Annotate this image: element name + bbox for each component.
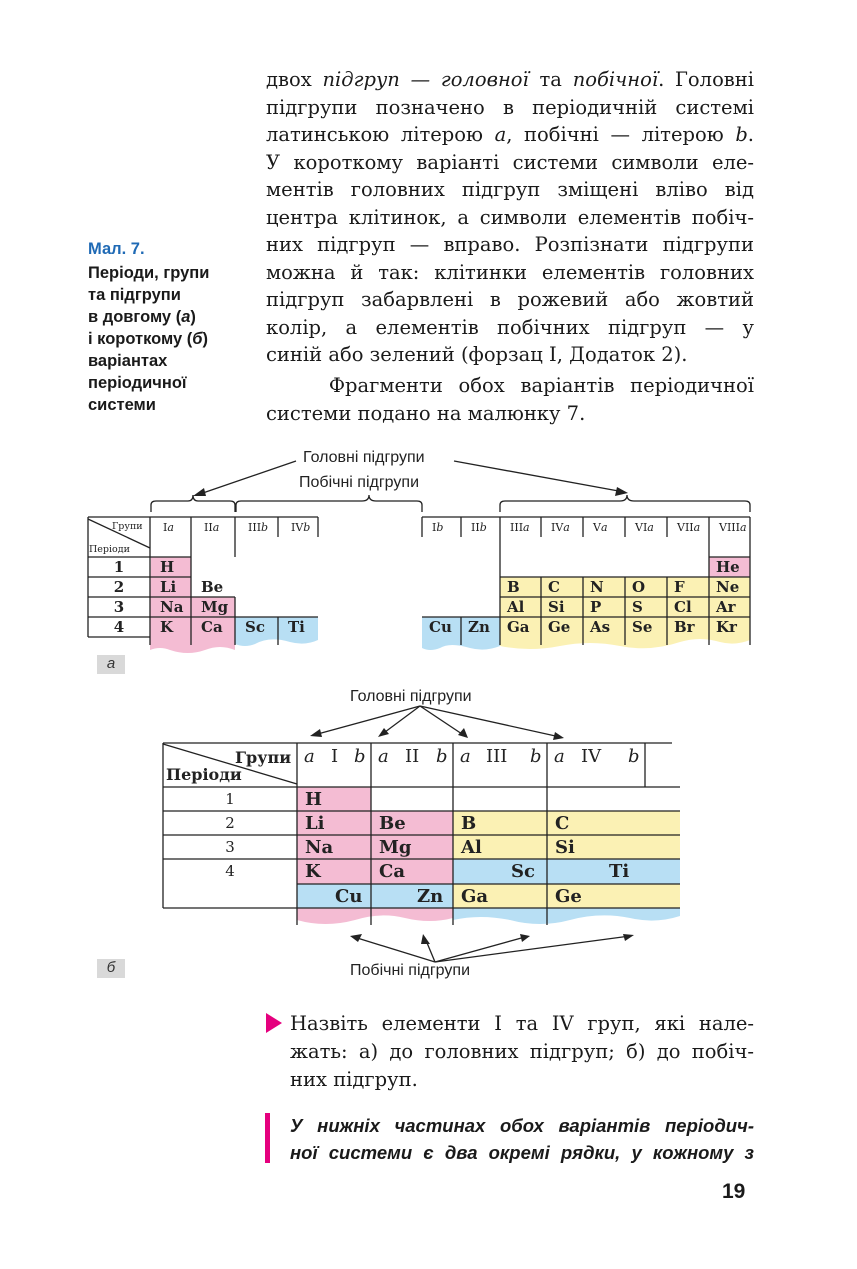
fig-b-group-number: IV: [581, 746, 602, 767]
fig-b-group-subgroup-a: a: [460, 746, 471, 767]
fig-a-element: Li: [160, 578, 177, 596]
fig-a-element: Na: [160, 598, 184, 616]
fig-a-periods-header: Періоди: [89, 544, 130, 555]
fig-a-group-header: VIIIa: [719, 521, 747, 534]
page-number: 19: [722, 1180, 746, 1203]
fig-a-element: As: [590, 618, 611, 636]
fig-b-group-subgroup-b: b: [354, 746, 366, 767]
fig-a-group-header: IVa: [551, 521, 570, 534]
fig-b-element: H: [305, 789, 323, 810]
fig-b-element: Mg: [379, 837, 412, 858]
fig-a-element: Se: [632, 618, 653, 636]
para1-line: колір, а елементів побічних підгруп — у: [266, 315, 754, 339]
question-line: жать: а) до головних підгруп; б) до побіч-: [290, 1040, 754, 1063]
fig-b-period-number: 1: [225, 790, 235, 808]
caption-title: Мал. 7.: [88, 240, 145, 258]
question-line: них підгруп.: [290, 1068, 418, 1091]
fig-a-element: Be: [201, 578, 224, 596]
fig-a-group-header: Ib: [432, 521, 444, 534]
note-line: У нижніх частинах обох варіантів періодич-: [290, 1115, 754, 1136]
caption-line: Періоди, групи: [88, 264, 210, 282]
fig-a-element: N: [590, 578, 604, 596]
fig-a-element: B: [507, 578, 520, 596]
question-text: [290, 1010, 754, 1094]
para1-line: підгрупи позначено в періодичній системі: [266, 95, 754, 119]
fig-a-group-header: IVb: [291, 521, 311, 534]
fig-b-group-number: II: [405, 746, 420, 767]
fig-a-element: Br: [674, 618, 695, 636]
note-text: [290, 1112, 754, 1166]
fig-b-element: Zn: [417, 886, 444, 907]
fig-b-element: Sc: [511, 861, 535, 882]
fig-a-period-number: 2: [113, 578, 125, 596]
para2-line: Фрагменти обох варіантів періодичної: [266, 374, 754, 397]
fig-b-element: Ga: [461, 886, 489, 907]
fig-a-element: C: [548, 578, 560, 596]
caption-line: періодичної: [88, 374, 187, 392]
fig-b-periods-header: Періоди: [166, 765, 242, 784]
fig-b-groups-header: Групи: [235, 748, 292, 767]
fig-a-group-header: IIb: [471, 521, 487, 534]
fig-b-group-subgroup-b: b: [628, 746, 640, 767]
fig-a-element: Sc: [245, 618, 265, 636]
fig-a-element: Kr: [716, 618, 737, 636]
fig-b-group-number: III: [486, 746, 508, 767]
para2-line: системи подано на малюнку 7.: [266, 401, 586, 425]
fig-a-element: Ge: [548, 618, 571, 636]
fig-a-group-header: Va: [593, 521, 608, 534]
para1-line: У короткому варіанті системи символи еле-: [266, 150, 754, 174]
para1-line: латинською літерою a, побічні — літерою b.: [266, 123, 754, 146]
fig-a-element: Ti: [288, 618, 305, 636]
fig-b-element: Na: [305, 837, 334, 858]
fig-b-element: B: [461, 813, 477, 834]
para1-line: них підгруп — вправо. Розпізнати підгрупи: [266, 233, 754, 256]
fig-b-element: Si: [555, 837, 575, 858]
fig-a-element: Ne: [716, 578, 740, 596]
fig-a-element: Ga: [507, 618, 530, 636]
fig-a-element: S: [632, 598, 643, 616]
fig-a-element: Si: [548, 598, 565, 616]
fig-a-element: H: [160, 558, 175, 576]
fig-a-period-number: 1: [113, 558, 125, 576]
para1-line: центра клітинок, а символи елементів побіч-: [266, 205, 754, 229]
fig-b-group-subgroup-b: b: [530, 746, 542, 767]
fig-b-period-number: 4: [225, 862, 235, 880]
question-arrow-icon: [266, 1013, 282, 1033]
fig-a-element: Mg: [201, 598, 229, 616]
question-line: Назвіть елементи I та IV груп, які нале-: [290, 1012, 754, 1035]
fig-a-element: Ca: [201, 618, 223, 636]
fig-a-group-header: Ia: [163, 521, 174, 534]
fig-a-element: K: [160, 618, 174, 636]
fig-b-element: K: [305, 861, 321, 882]
fig-b-period-number: 2: [225, 814, 235, 832]
note-line: ної системи є два окремі рядки, у кожному з: [290, 1142, 754, 1163]
fig-b-element: Al: [461, 837, 482, 858]
fig-a-element: Cu: [429, 618, 452, 636]
fig-b-element: Be: [379, 813, 406, 834]
fig-b-side-subgroups-label: Побічні підгрупи: [350, 962, 470, 979]
fig-b-element: C: [555, 813, 570, 834]
para1-line: можна й так: клітинки елементів головних: [266, 260, 754, 284]
fig-a-group-header: IIIa: [510, 521, 530, 534]
fig-b-group-subgroup-a: a: [304, 746, 315, 767]
fig-b-element: Li: [305, 813, 325, 834]
fig-b-element: Ge: [555, 886, 582, 907]
fig-a-element: P: [590, 598, 602, 616]
fig-a-side-subgroups-label: Побічні підгрупи: [299, 474, 419, 491]
caption-line: і короткому (б): [88, 330, 208, 348]
fig-a-tag: а: [97, 655, 125, 674]
fig-a-group-header: VIa: [635, 521, 654, 534]
fig-b-element: Ti: [609, 861, 630, 882]
para1-line: синій або зелений (форзац I, Додаток 2).: [266, 343, 688, 366]
caption-line: системи: [88, 396, 156, 414]
fig-a-group-header: IIIb: [248, 521, 269, 534]
fig-a-element: Al: [507, 598, 525, 616]
fig-b-group-subgroup-a: a: [554, 746, 565, 767]
fig-a-group-header: VIIa: [677, 521, 701, 534]
fig-a-group-header: IIa: [204, 521, 220, 534]
caption-line: варіантах: [88, 352, 168, 370]
para1-line: підгруп забарвлені в рожевий або жовтий: [266, 288, 754, 311]
fig-b-group-subgroup-b: b: [436, 746, 448, 767]
fig-b-element: Ca: [379, 861, 405, 882]
fig-b-element: Cu: [335, 886, 363, 907]
fig-b-group-subgroup-a: a: [378, 746, 389, 767]
fig-a-element: Zn: [468, 618, 490, 636]
fig-a-element: F: [674, 578, 685, 596]
fig-a-main-subgroups-label: Головні підгрупи: [303, 449, 425, 466]
fig-a-period-number: 4: [113, 618, 125, 636]
fig-a-element: He: [716, 558, 740, 576]
note-bar: [265, 1113, 270, 1163]
caption-line: в довгому (а): [88, 308, 196, 326]
caption-line: та підгрупи: [88, 286, 181, 304]
fig-a-element: O: [632, 578, 646, 596]
fig-b-main-subgroups-label: Головні підгрупи: [350, 688, 472, 705]
fig-a-element: Ar: [716, 598, 736, 616]
para1-line: ментів головних підгруп зміщені вліво від: [266, 178, 754, 201]
fig-b-tag: б: [97, 959, 125, 978]
fig-a-element: Cl: [674, 598, 692, 616]
fig-a-groups-header: Групи: [112, 521, 143, 532]
fig-b-group-number: I: [331, 746, 339, 767]
para1-line: двох підгруп — головної та побічної. Головні: [266, 68, 755, 91]
fig-b-period-number: 3: [225, 838, 235, 856]
fig-a-period-number: 3: [113, 598, 125, 616]
